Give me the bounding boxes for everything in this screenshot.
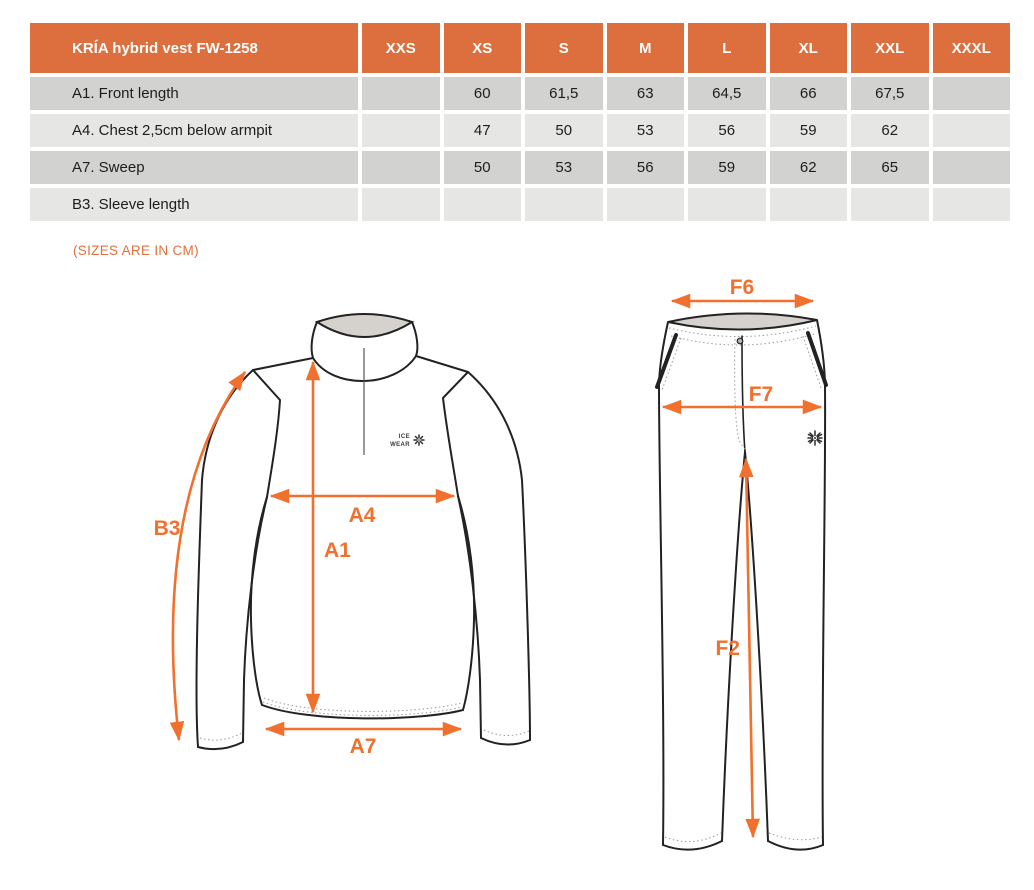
size-value-cell: 59 bbox=[688, 151, 766, 184]
size-header-s: S bbox=[525, 23, 603, 73]
size-value-cell bbox=[933, 114, 1011, 147]
snowflake-icon bbox=[808, 431, 822, 445]
size-header-xxxl: XXXL bbox=[933, 23, 1011, 73]
size-value-cell: 56 bbox=[607, 151, 685, 184]
size-value-cell bbox=[362, 188, 440, 221]
row-label: A4. Chest 2,5cm below armpit bbox=[30, 114, 358, 147]
label-f6: F6 bbox=[729, 276, 755, 299]
size-value-cell bbox=[362, 114, 440, 147]
left-pocket bbox=[657, 335, 676, 387]
size-header-xxl: XXL bbox=[851, 23, 929, 73]
size-header-xl: XL bbox=[770, 23, 848, 73]
size-value-cell bbox=[851, 188, 929, 221]
shirt-diagram bbox=[140, 300, 580, 780]
size-value-cell: 62 bbox=[851, 114, 929, 147]
snowflake-icon bbox=[414, 435, 424, 445]
arrow-b3 bbox=[173, 372, 245, 740]
size-value-cell: 59 bbox=[770, 114, 848, 147]
waist-inner bbox=[668, 313, 817, 329]
size-header-xs: XS bbox=[444, 23, 522, 73]
shirt-outline bbox=[197, 314, 530, 749]
size-value-cell: 66 bbox=[770, 77, 848, 110]
logo-text-ice: ICE bbox=[398, 434, 410, 440]
row-label: B3. Sleeve length bbox=[30, 188, 358, 221]
pants-outline bbox=[657, 313, 826, 849]
size-value-cell: 50 bbox=[525, 114, 603, 147]
waist-button bbox=[737, 338, 743, 344]
size-value-cell bbox=[607, 188, 685, 221]
size-value-cell: 67,5 bbox=[851, 77, 929, 110]
collar-inner bbox=[317, 314, 412, 337]
size-value-cell: 63 bbox=[607, 77, 685, 110]
size-value-cell: 56 bbox=[688, 114, 766, 147]
size-value-cell bbox=[362, 151, 440, 184]
logo-text-wear: WEAR bbox=[390, 442, 410, 448]
pants-diagram bbox=[630, 275, 870, 885]
label-b3: B3 bbox=[153, 517, 181, 540]
size-header-xxs: XXS bbox=[362, 23, 440, 73]
size-value-cell bbox=[933, 151, 1011, 184]
label-a7: A7 bbox=[349, 735, 377, 758]
size-table bbox=[30, 23, 1010, 221]
label-f7: F7 bbox=[748, 383, 774, 406]
size-value-cell: 50 bbox=[444, 151, 522, 184]
chest-logo bbox=[390, 434, 424, 448]
size-value-cell bbox=[362, 77, 440, 110]
fly-line bbox=[742, 336, 745, 452]
size-value-cell bbox=[933, 188, 1011, 221]
size-value-cell: 47 bbox=[444, 114, 522, 147]
size-value-cell: 53 bbox=[607, 114, 685, 147]
table-title: KRÍA hybrid vest FW-1258 bbox=[30, 23, 358, 73]
size-value-cell: 53 bbox=[525, 151, 603, 184]
size-value-cell bbox=[933, 77, 1011, 110]
label-f2: F2 bbox=[715, 637, 740, 660]
size-value-cell bbox=[525, 188, 603, 221]
size-value-cell: 65 bbox=[851, 151, 929, 184]
row-label: A7. Sweep bbox=[30, 151, 358, 184]
size-value-cell bbox=[688, 188, 766, 221]
size-value-cell bbox=[770, 188, 848, 221]
label-a4: A4 bbox=[348, 504, 376, 527]
size-value-cell: 61,5 bbox=[525, 77, 603, 110]
size-value-cell bbox=[444, 188, 522, 221]
sizes-note: (SIZES ARE IN CM) bbox=[73, 243, 199, 258]
size-value-cell: 64,5 bbox=[688, 77, 766, 110]
size-value-cell: 60 bbox=[444, 77, 522, 110]
label-a1: A1 bbox=[324, 539, 351, 562]
size-header-m: M bbox=[607, 23, 685, 73]
size-value-cell: 62 bbox=[770, 151, 848, 184]
row-label: A1. Front length bbox=[30, 77, 358, 110]
size-header-l: L bbox=[688, 23, 766, 73]
